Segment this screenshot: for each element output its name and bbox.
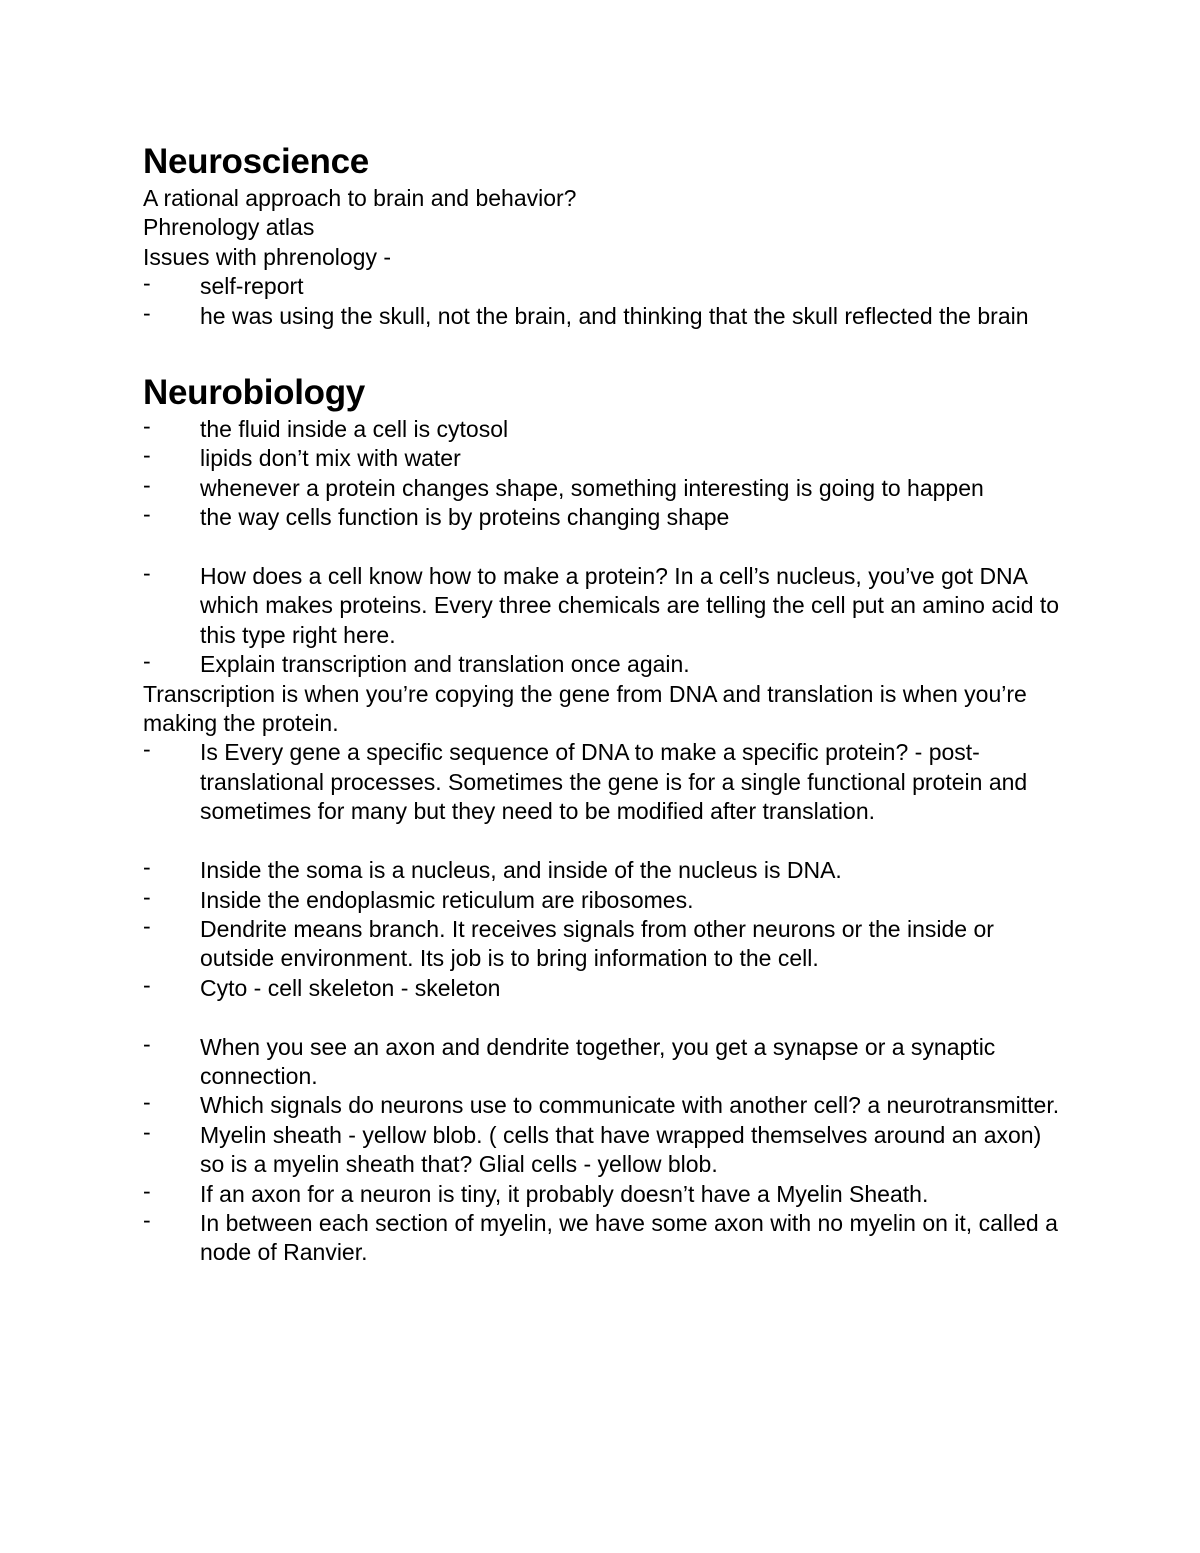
bullet-marker: -: [143, 1118, 151, 1145]
bullet-marker: -: [143, 299, 151, 326]
list-item-text: whenever a protein changes shape, something interesting is going to happen: [200, 474, 984, 501]
list-item: [143, 444, 1063, 473]
list-item: [143, 1030, 1063, 1092]
bullet-list: [143, 738, 1063, 826]
list-item-text: self-report: [200, 273, 304, 300]
bullet-list: [143, 1030, 1063, 1268]
list-item: [143, 883, 1063, 915]
spacer: [143, 533, 1063, 562]
bullet-marker: -: [143, 883, 151, 910]
spacer: [143, 827, 1063, 856]
list-item-text: lipids don’t mix with water: [200, 445, 461, 472]
list-item: [143, 1206, 1063, 1268]
list-item: [143, 562, 1063, 650]
list-item-text: Myelin sheath - yellow blob. ( cells that have wrapped themselves around an axon) so is a myelin sheath that? Glial cells - yellow blob.: [200, 1121, 1042, 1178]
list-item: [143, 471, 1063, 503]
list-item-text: the fluid inside a cell is cytosol: [200, 416, 509, 443]
text-line: Issues with phrenology -: [143, 243, 392, 270]
list-item: [143, 503, 1063, 532]
list-item-text: he was using the skull, not the brain, and thinking that the skull reflected the brain: [200, 302, 1029, 329]
list-item-text: In between each section of myelin, we have some axon with no myelin on it, called a node of Ranvier.: [200, 1209, 1058, 1266]
section-heading-neuroscience: Neuroscience: [143, 142, 369, 181]
list-item-text: When you see an axon and dendrite together, you get a synapse or a synaptic connection.: [200, 1033, 996, 1089]
list-item-text: Explain transcription and translation once again.: [200, 651, 690, 678]
section-heading-neurobiology: Neurobiology: [143, 373, 365, 413]
list-item-text: How does a cell know how to make a protein? In a cell’s nucleus, you’ve got DNA which makes proteins. Every three chemicals are telling the cell put an amino acid to this type right here.: [200, 563, 1060, 648]
document-page: [143, 140, 1063, 1268]
bullet-marker: -: [143, 854, 151, 881]
bullet-list: [143, 415, 1063, 533]
list-item: [143, 912, 1063, 974]
spacer: [143, 331, 1063, 371]
bullet-list: [143, 272, 1063, 331]
bullet-marker: -: [143, 270, 151, 297]
list-item: [143, 971, 1063, 1003]
spacer: [143, 1003, 1063, 1032]
bullet-marker: -: [143, 501, 151, 528]
text-line: Phrenology atlas: [143, 214, 315, 241]
bullet-list: [143, 562, 1063, 680]
list-item: [143, 299, 1063, 331]
bullet-marker: -: [143, 1177, 151, 1204]
text-line: A rational approach to brain and behavior?: [143, 185, 577, 211]
bullet-marker: -: [143, 971, 151, 998]
list-item-text: Cyto - cell skeleton - skeleton: [200, 974, 501, 1001]
list-item-text: Inside the soma is a nucleus, and inside of the nucleus is DNA.: [200, 857, 842, 884]
bullet-marker: -: [143, 1206, 151, 1233]
bullet-marker: -: [143, 442, 151, 469]
bullet-marker: -: [143, 471, 151, 498]
bullet-marker: -: [143, 736, 151, 763]
list-item-text: the way cells function is by proteins changing shape: [200, 504, 730, 531]
list-item-text: Which signals do neurons use to communicate with another cell? a neurotransmitter.: [200, 1092, 1060, 1119]
list-item-text: If an axon for a neuron is tiny, it probably doesn’t have a Myelin Sheath.: [200, 1180, 929, 1207]
list-item: [143, 272, 1063, 301]
bullet-marker: -: [143, 912, 151, 939]
paragraph: Transcription is when you’re copying the gene from DNA and translation is when you’re making the protein.: [143, 680, 1027, 737]
bullet-marker: -: [143, 560, 151, 587]
bullet-marker: -: [143, 1030, 151, 1057]
list-item: [143, 1118, 1063, 1180]
bullet-marker: -: [143, 413, 151, 440]
list-item-text: Inside the endoplasmic reticulum are ribosomes.: [200, 886, 694, 913]
bullet-list: [143, 856, 1063, 1003]
list-item: [143, 738, 1063, 826]
list-item: [143, 650, 1063, 679]
bullet-marker: -: [143, 1089, 151, 1116]
list-item: [143, 856, 1063, 885]
list-item-text: Is Every gene a specific sequence of DNA to make a specific protein? - post-translational processes. Sometimes the gene is for a single functional protein and sometimes for many but they need to be modified after translation.: [200, 739, 1028, 825]
list-item: [143, 415, 1063, 444]
bullet-marker: -: [143, 648, 151, 675]
list-item: [143, 1177, 1063, 1209]
list-item-text: Dendrite means branch. It receives signals from other neurons or the inside or outside environment. Its job is to bring information to the cell.: [200, 915, 994, 972]
list-item: [143, 1091, 1063, 1120]
